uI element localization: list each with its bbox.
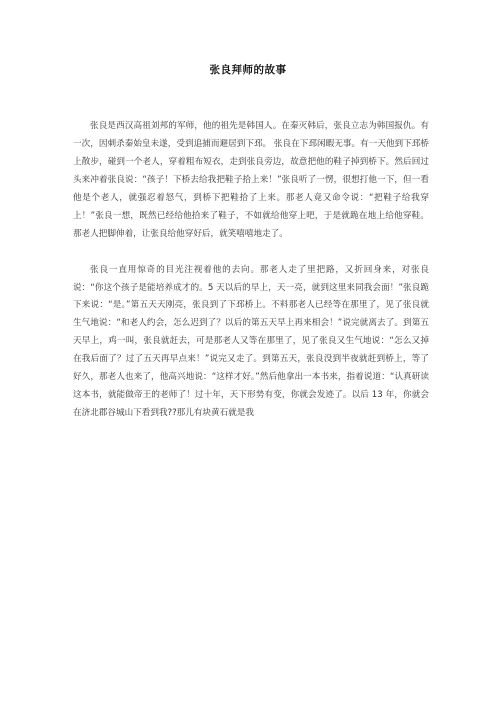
paragraph-2: 张良一直用惊奇的目光注视着他的去向。那老人走了里把路，又折回身来，对张良说：“你这个孩子是能培养成才的。5 天以后的早上，天一亮，就到这里来同我会面！”张良跪下来说：“是。”第五天天刚亮，张良到了下邳桥上。不料那老人已经等在那里了，见了张良就生气地说：“和老人约会，怎么迟到了？以后的第五天早上再来相会！”说完就离去了。到第五天早上，鸡一叫，张良就赶去，可是那老人又等在那里了，见了张良又生气地说：“怎么又掉在我后面了？过了五天再早点来！”说完又走了。到第五天，张良没到半夜就赶到桥上，等了好久，那老人也来了，他高兴地说：“这样才好。”然后他拿出一本书来，指着说道：“认真研读这本书，就能做帝王的老师了！过十年，天下形势有变，你就会发迹了。以后 13 年，你就会在济北郡谷城山下看到我??那儿有块黄石就是我 — [73, 264, 429, 419]
document-body — [73, 118, 429, 423]
paragraph-1: 张良是西汉高祖刘邦的军师，他的祖先是韩国人。在秦灭韩后，张良立志为韩国报仇。有一次，因刺杀秦始皇未遂，受到追捕而避居到下邳。 张良在下邳闲暇无事。有一天他到下邳桥上散步，碰到一个老人，穿着粗布短衣，走到张良旁边，故意把他的鞋子掉到桥下。然后回过头来冲着张良说：“孩子！下桥去给我把鞋子拾上来！”张良听了一愣，很想打他一下，但一看他是个老人，就强忍着怒气，到桥下把鞋拾了上来。那老人竟又命令说：“把鞋子给我穿上！”张良一想，既然已经给他拾来了鞋子，不如就给他穿上吧，于是就跪在地上给他穿鞋。那老人把脚伸着，让张良给他穿好后，就笑嘻嘻地走了。 — [73, 121, 429, 239]
document-title: 张良拜师的故事 — [209, 64, 287, 76]
